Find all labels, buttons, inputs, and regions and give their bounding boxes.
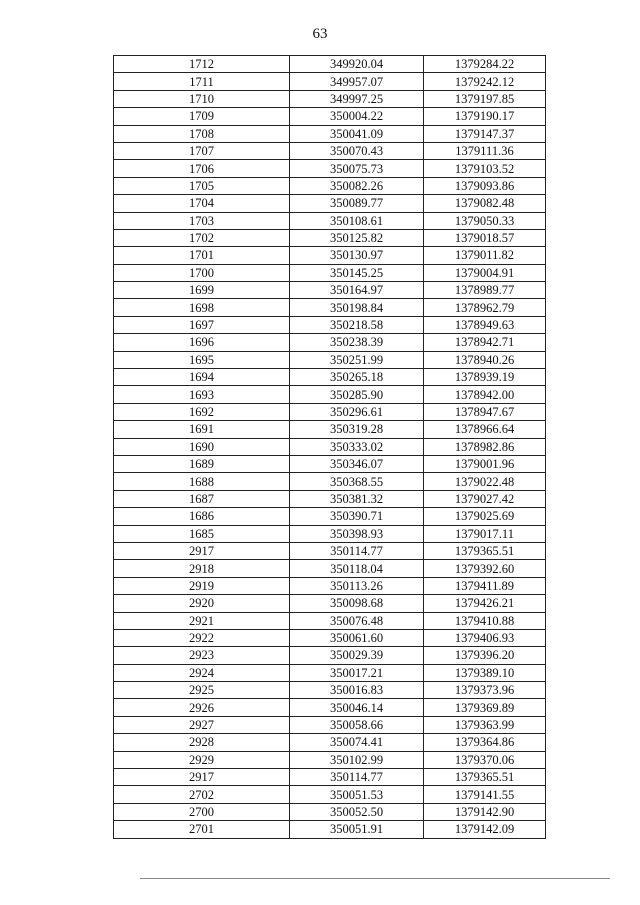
y-coordinate-cell: 1379001.96 <box>424 455 546 472</box>
table-row <box>114 386 546 403</box>
table-row <box>114 229 546 246</box>
point-number-cell: 1705 <box>114 177 290 194</box>
y-coordinate-cell: 1378962.79 <box>424 299 546 316</box>
x-coordinate-cell: 350265.18 <box>290 369 424 386</box>
y-coordinate-cell: 1379190.17 <box>424 108 546 125</box>
x-coordinate-cell: 350164.97 <box>290 282 424 299</box>
table-row <box>114 664 546 681</box>
x-coordinate-cell: 350368.55 <box>290 473 424 490</box>
table-row <box>114 247 546 264</box>
y-coordinate-cell: 1379373.96 <box>424 682 546 699</box>
y-coordinate-cell: 1379147.37 <box>424 125 546 142</box>
x-coordinate-cell: 350051.53 <box>290 786 424 803</box>
point-number-cell: 1701 <box>114 247 290 264</box>
point-number-cell: 2918 <box>114 560 290 577</box>
table-row <box>114 490 546 507</box>
table-row <box>114 699 546 716</box>
x-coordinate-cell: 350130.97 <box>290 247 424 264</box>
x-coordinate-cell: 350058.66 <box>290 716 424 733</box>
x-coordinate-cell: 350333.02 <box>290 438 424 455</box>
table-row <box>114 716 546 733</box>
point-number-cell: 1710 <box>114 90 290 107</box>
y-coordinate-cell: 1378947.67 <box>424 403 546 420</box>
y-coordinate-cell: 1379284.22 <box>424 56 546 73</box>
x-coordinate-cell: 349997.25 <box>290 90 424 107</box>
point-number-cell: 1687 <box>114 490 290 507</box>
y-coordinate-cell: 1379410.88 <box>424 612 546 629</box>
point-number-cell: 2919 <box>114 577 290 594</box>
y-coordinate-cell: 1379365.51 <box>424 542 546 559</box>
y-coordinate-cell: 1379365.51 <box>424 769 546 786</box>
point-number-cell: 2921 <box>114 612 290 629</box>
table-row <box>114 525 546 542</box>
x-coordinate-cell: 350108.61 <box>290 212 424 229</box>
point-number-cell: 1703 <box>114 212 290 229</box>
x-coordinate-cell: 350390.71 <box>290 508 424 525</box>
x-coordinate-cell: 350198.84 <box>290 299 424 316</box>
point-number-cell: 1708 <box>114 125 290 142</box>
point-number-cell: 1696 <box>114 334 290 351</box>
point-number-cell: 1712 <box>114 56 290 73</box>
table-row <box>114 595 546 612</box>
y-coordinate-cell: 1379025.69 <box>424 508 546 525</box>
x-coordinate-cell: 350098.68 <box>290 595 424 612</box>
y-coordinate-cell: 1379027.42 <box>424 490 546 507</box>
y-coordinate-cell: 1379011.82 <box>424 247 546 264</box>
point-number-cell: 2929 <box>114 751 290 768</box>
y-coordinate-cell: 1379111.36 <box>424 142 546 159</box>
point-number-cell: 1694 <box>114 369 290 386</box>
table-row <box>114 751 546 768</box>
table-row <box>114 542 546 559</box>
y-coordinate-cell: 1379082.48 <box>424 195 546 212</box>
point-number-cell: 2922 <box>114 629 290 646</box>
page-number: 63 <box>312 26 328 42</box>
point-number-cell: 2920 <box>114 595 290 612</box>
point-number-cell: 1688 <box>114 473 290 490</box>
point-number-cell: 2917 <box>114 542 290 559</box>
x-coordinate-cell: 350218.58 <box>290 316 424 333</box>
y-coordinate-cell: 1378966.64 <box>424 421 546 438</box>
table-row <box>114 282 546 299</box>
x-coordinate-cell: 350017.21 <box>290 664 424 681</box>
y-coordinate-cell: 1379242.12 <box>424 73 546 90</box>
y-coordinate-cell: 1379426.21 <box>424 595 546 612</box>
table-row <box>114 212 546 229</box>
y-coordinate-cell: 1379004.91 <box>424 264 546 281</box>
table-row <box>114 160 546 177</box>
y-coordinate-cell: 1379392.60 <box>424 560 546 577</box>
x-coordinate-cell: 350381.32 <box>290 490 424 507</box>
point-number-cell: 1697 <box>114 316 290 333</box>
x-coordinate-cell: 350346.07 <box>290 455 424 472</box>
y-coordinate-cell: 1378942.71 <box>424 334 546 351</box>
point-number-cell: 1692 <box>114 403 290 420</box>
point-number-cell: 2928 <box>114 734 290 751</box>
table-row <box>114 351 546 368</box>
point-number-cell: 1704 <box>114 195 290 212</box>
table-row <box>114 334 546 351</box>
point-number-cell: 1702 <box>114 229 290 246</box>
x-coordinate-cell: 350118.04 <box>290 560 424 577</box>
x-coordinate-cell: 350046.14 <box>290 699 424 716</box>
point-number-cell: 1706 <box>114 160 290 177</box>
table-row <box>114 90 546 107</box>
bottom-rule <box>140 878 610 879</box>
x-coordinate-cell: 350061.60 <box>290 629 424 646</box>
y-coordinate-cell: 1379141.55 <box>424 786 546 803</box>
table-row <box>114 56 546 73</box>
y-coordinate-cell: 1378942.00 <box>424 386 546 403</box>
table-row <box>114 769 546 786</box>
point-number-cell: 1699 <box>114 282 290 299</box>
table-row <box>114 421 546 438</box>
table-row <box>114 438 546 455</box>
point-number-cell: 1711 <box>114 73 290 90</box>
table-row <box>114 682 546 699</box>
x-coordinate-cell: 350052.50 <box>290 803 424 820</box>
table-row <box>114 264 546 281</box>
table-row <box>114 508 546 525</box>
table-row <box>114 177 546 194</box>
y-coordinate-cell: 1379406.93 <box>424 629 546 646</box>
x-coordinate-cell: 350075.73 <box>290 160 424 177</box>
point-number-cell: 2702 <box>114 786 290 803</box>
y-coordinate-cell: 1379050.33 <box>424 212 546 229</box>
x-coordinate-cell: 350082.26 <box>290 177 424 194</box>
point-number-cell: 2923 <box>114 647 290 664</box>
y-coordinate-cell: 1379018.57 <box>424 229 546 246</box>
y-coordinate-cell: 1379370.06 <box>424 751 546 768</box>
y-coordinate-cell: 1378940.26 <box>424 351 546 368</box>
point-number-cell: 1698 <box>114 299 290 316</box>
table-row <box>114 647 546 664</box>
y-coordinate-cell: 1379411.89 <box>424 577 546 594</box>
y-coordinate-cell: 1379103.52 <box>424 160 546 177</box>
table-row <box>114 577 546 594</box>
x-coordinate-cell: 350029.39 <box>290 647 424 664</box>
point-number-cell: 2917 <box>114 769 290 786</box>
point-number-cell: 1695 <box>114 351 290 368</box>
point-number-cell: 1693 <box>114 386 290 403</box>
x-coordinate-cell: 350398.93 <box>290 525 424 542</box>
x-coordinate-cell: 350113.26 <box>290 577 424 594</box>
x-coordinate-cell: 350145.25 <box>290 264 424 281</box>
y-coordinate-cell: 1379142.90 <box>424 803 546 820</box>
table-row <box>114 125 546 142</box>
table-row <box>114 316 546 333</box>
table-row <box>114 108 546 125</box>
x-coordinate-cell: 350114.77 <box>290 769 424 786</box>
y-coordinate-cell: 1378949.63 <box>424 316 546 333</box>
y-coordinate-cell: 1379389.10 <box>424 664 546 681</box>
table-row <box>114 473 546 490</box>
point-number-cell: 2700 <box>114 803 290 820</box>
point-number-cell: 2926 <box>114 699 290 716</box>
y-coordinate-cell: 1379363.99 <box>424 716 546 733</box>
x-coordinate-cell: 350070.43 <box>290 142 424 159</box>
x-coordinate-cell: 350074.41 <box>290 734 424 751</box>
point-number-cell: 1709 <box>114 108 290 125</box>
table-row <box>114 142 546 159</box>
x-coordinate-cell: 350089.77 <box>290 195 424 212</box>
x-coordinate-cell: 350051.91 <box>290 821 424 838</box>
x-coordinate-cell: 350296.61 <box>290 403 424 420</box>
table-row <box>114 734 546 751</box>
y-coordinate-cell: 1378982.86 <box>424 438 546 455</box>
x-coordinate-cell: 350102.99 <box>290 751 424 768</box>
point-number-cell: 1707 <box>114 142 290 159</box>
x-coordinate-cell: 350319.28 <box>290 421 424 438</box>
y-coordinate-cell: 1379369.89 <box>424 699 546 716</box>
y-coordinate-cell: 1379017.11 <box>424 525 546 542</box>
table-row <box>114 821 546 838</box>
point-number-cell: 2925 <box>114 682 290 699</box>
point-number-cell: 1690 <box>114 438 290 455</box>
x-coordinate-cell: 350004.22 <box>290 108 424 125</box>
table-row <box>114 369 546 386</box>
point-number-cell: 2924 <box>114 664 290 681</box>
point-number-cell: 1689 <box>114 455 290 472</box>
x-coordinate-cell: 350041.09 <box>290 125 424 142</box>
x-coordinate-cell: 350016.83 <box>290 682 424 699</box>
table-row <box>114 73 546 90</box>
point-number-cell: 1700 <box>114 264 290 281</box>
y-coordinate-cell: 1379142.09 <box>424 821 546 838</box>
coordinates-table-body <box>114 56 546 839</box>
point-number-cell: 1685 <box>114 525 290 542</box>
y-coordinate-cell: 1379093.86 <box>424 177 546 194</box>
table-row <box>114 403 546 420</box>
coordinates-table <box>113 55 546 839</box>
x-coordinate-cell: 350285.90 <box>290 386 424 403</box>
x-coordinate-cell: 350125.82 <box>290 229 424 246</box>
table-row <box>114 612 546 629</box>
point-number-cell: 2701 <box>114 821 290 838</box>
point-number-cell: 1686 <box>114 508 290 525</box>
x-coordinate-cell: 350114.77 <box>290 542 424 559</box>
y-coordinate-cell: 1378939.19 <box>424 369 546 386</box>
table-row <box>114 803 546 820</box>
table-row <box>114 786 546 803</box>
y-coordinate-cell: 1379022.48 <box>424 473 546 490</box>
x-coordinate-cell: 349920.04 <box>290 56 424 73</box>
y-coordinate-cell: 1378989.77 <box>424 282 546 299</box>
x-coordinate-cell: 350251.99 <box>290 351 424 368</box>
table-row <box>114 195 546 212</box>
table-row <box>114 299 546 316</box>
point-number-cell: 2927 <box>114 716 290 733</box>
table-row <box>114 629 546 646</box>
x-coordinate-cell: 349957.07 <box>290 73 424 90</box>
y-coordinate-cell: 1379197.85 <box>424 90 546 107</box>
y-coordinate-cell: 1379396.20 <box>424 647 546 664</box>
point-number-cell: 1691 <box>114 421 290 438</box>
y-coordinate-cell: 1379364.86 <box>424 734 546 751</box>
table-row <box>114 560 546 577</box>
table-row <box>114 455 546 472</box>
x-coordinate-cell: 350076.48 <box>290 612 424 629</box>
x-coordinate-cell: 350238.39 <box>290 334 424 351</box>
